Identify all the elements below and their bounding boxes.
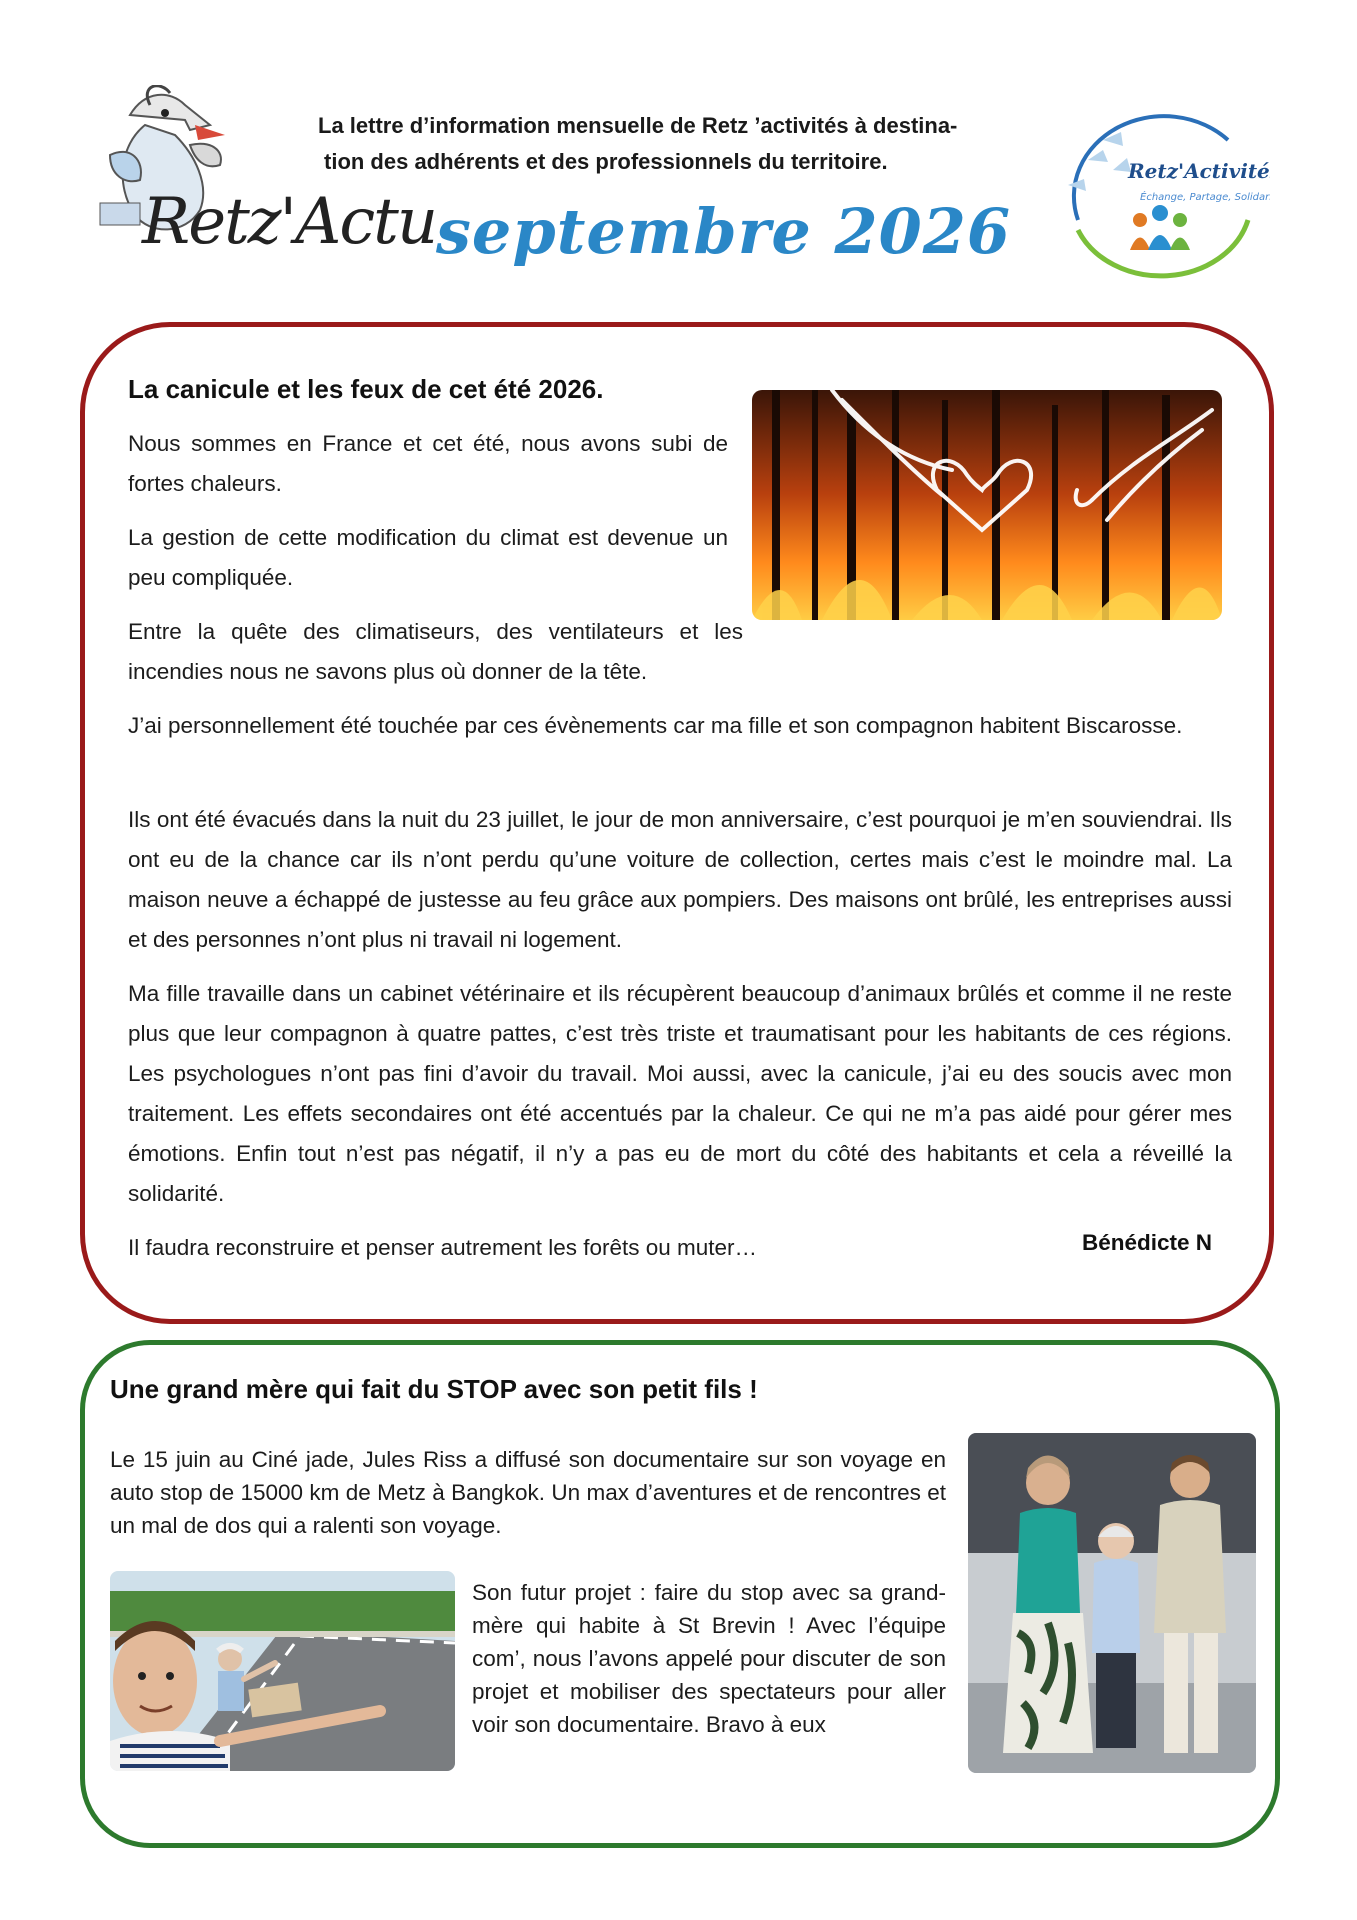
- article-canicule-author: Bénédicte N: [1082, 1230, 1213, 1255]
- issue-month: septembre 2026: [436, 195, 1011, 268]
- group-photo: [968, 1433, 1256, 1773]
- hitchhiking-photo-icon: [110, 1571, 455, 1771]
- article-canicule-paragraph-2: La gestion de cette modification du climat est devenue un peu compliquée.: [128, 525, 728, 590]
- article-canicule-paragraph-6: Ma fille travaille dans un cabinet vétérinaire et ils récupèrent beaucoup d’animaux brûlés et comme il ne reste plus que leur compagnon à quatre pattes, c’est très triste et traumatisant pour les habitants de ces régions. Les psychologues n’ont pas fini d’avoir du travail. Moi aussi, avec la canicule, j’ai eu des soucis avec mon traitement. Les effets secondaires ont été accentués par la chaleur. Ce qui ne m’a pas aidé pour gérer mes émotions. Enfin tout n’est pas négatif, il n’y a pas eu de mort du côté des habitants et cela a réveillé la solidarité.: [128, 981, 1232, 1206]
- article-canicule-title: La canicule et les feux de cet été 2026.: [128, 374, 604, 404]
- article-stop-paragraph-1: Le 15 juin au Ciné jade, Jules Riss a diffusé son documentaire sur son voyage en auto stop de 15000 km de Metz à Bangkok. Un max d’aventures et de rencontres et un mal de dos qui a ralenti son voyage.: [110, 1447, 946, 1538]
- article-canicule-paragraph-4: J’ai personnellement été touchée par ces évènements car ma fille et son compagnon habitent Biscarosse.: [128, 713, 1183, 738]
- article-canicule-paragraph-7: Il faudra reconstruire et penser autrement les forêts ou muter…: [128, 1235, 758, 1260]
- article-canicule-paragraph-1: Nous sommes en France et cet été, nous avons subi de fortes chaleurs.: [128, 431, 728, 496]
- intro-text: [318, 108, 1018, 180]
- three-people-photo-icon: [968, 1433, 1256, 1773]
- partner-logo-name: Retz'Activités: [1128, 159, 1270, 183]
- intro-line-1: La lettre d’information mensuelle de Retz ’activités à destina-: [318, 113, 958, 138]
- article-canicule-paragraph-3: Entre la quête des climatiseurs, des ventilateurs et les incendies nous ne savons plus où donner de la tête.: [128, 619, 743, 684]
- retz-activites-logo: [1048, 100, 1270, 290]
- article-stop-paragraph-2: Son futur projet : faire du stop avec sa grand-mère qui habite à St Brevin ! Avec l’équipe com’, nous l’avons appelé pour discuter de son projet et mobiliser des spectateurs pour aller voir son documentaire. Bravo à eux: [472, 1580, 946, 1737]
- fire-forest-image: [752, 390, 1222, 620]
- brand-wordmark: Retz'Actu: [142, 185, 437, 259]
- fire-forest-heart-hands-icon: [752, 390, 1222, 620]
- article-stop-title: Une grand mère qui fait du STOP avec son petit fils !: [110, 1374, 758, 1404]
- partner-logo-graphic: [1048, 100, 1270, 290]
- hitchhiking-road-photo: [110, 1571, 455, 1771]
- intro-line-2: tion des adhérents et des professionnels du territoire.: [324, 149, 888, 174]
- partner-logo-tagline: Échange, Partage, Solidarité: [1140, 192, 1270, 203]
- article-canicule-paragraph-5: Ils ont été évacués dans la nuit du 23 juillet, le jour de mon anniversaire, c’est pourquoi je m’en souviendrai. Ils ont eu de la chance car ils n’ont perdu qu’une voiture de collection, certes mais c’est le moindre mal. La maison neuve a échappé de justesse au feu grâce aux pompiers. Des maisons ont brûlé, les entreprises aussi et des personnes n’ont plus ni travail ni logement.: [128, 807, 1232, 952]
